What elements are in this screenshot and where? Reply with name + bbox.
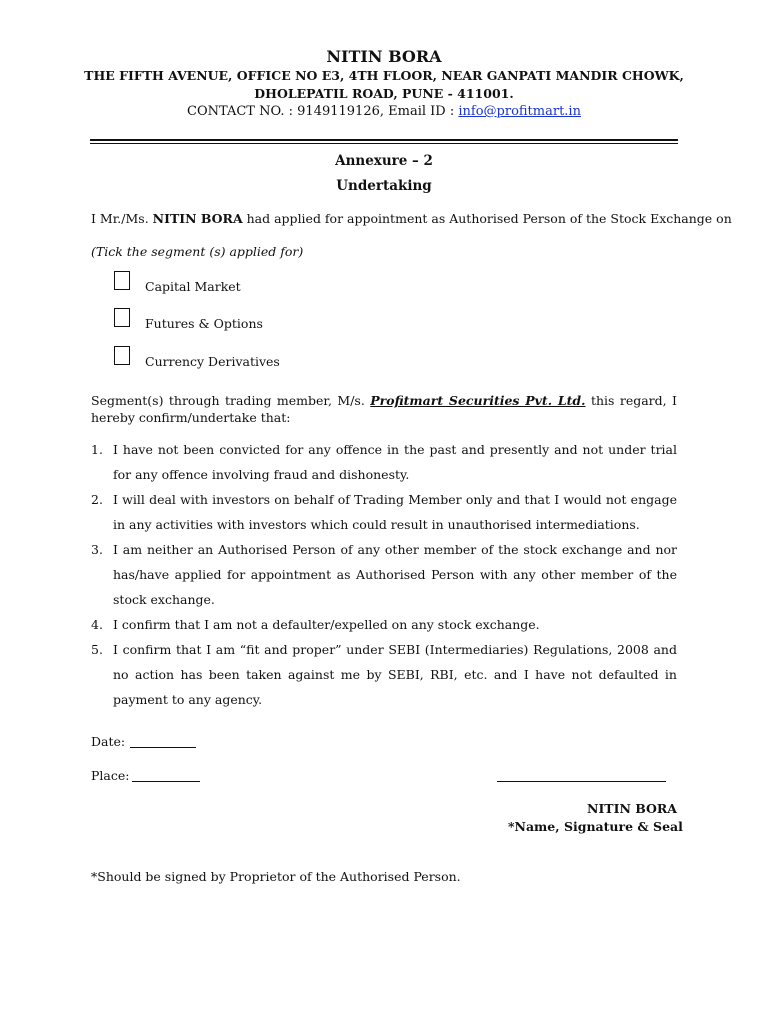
contact-number: CONTACT NO. : 9149119126, Email ID : — [187, 104, 459, 119]
list-item-1: I have not been convicted for any offence in the past and presently and not under trial for any offence involving fraud and dishonesty. — [113, 442, 677, 482]
signature-line[interactable] — [497, 780, 666, 782]
checkbox-futures-options[interactable] — [114, 308, 130, 327]
annexure-heading: Annexure – 2 — [335, 153, 433, 169]
applicant-name: NITIN BORA — [152, 211, 243, 226]
date-label: Date: — [91, 734, 126, 749]
company-name: NITIN BORA — [326, 47, 442, 66]
list-number-4: 4. — [91, 617, 103, 632]
address-line-2: DHOLEPATIL ROAD, PUNE - 411001. — [254, 86, 514, 101]
header-divider-thick — [90, 139, 678, 141]
intro-sentence — [91, 211, 732, 226]
segment-paragraph-prefix: Segment(s) through trading member, M/s. — [91, 393, 371, 408]
intro-prefix: I Mr./Ms. — [91, 211, 153, 226]
header-divider-thin — [90, 143, 678, 144]
segment-label-futures-options: Futures & Options — [145, 316, 263, 331]
segment-paragraph-suffix: this regard, I hereby confirm/undertake that: — [91, 393, 677, 425]
list-item-4: I confirm that I am not a defaulter/expelled on any stock exchange. — [113, 617, 540, 632]
list-number-2: 2. — [91, 492, 103, 507]
checkbox-currency-derivatives[interactable] — [114, 346, 130, 365]
trading-member-name: Profitmart Securities Pvt. Ltd. — [370, 393, 586, 408]
list-item-2: I will deal with investors on behalf of Trading Member only and that I would not engage in any activities with investors which could result in unauthorised intermediations. — [113, 492, 677, 532]
address-line-1: THE FIFTH AVENUE, OFFICE NO E3, 4TH FLOOR, NEAR GANPATI MANDIR CHOWK, — [84, 68, 684, 83]
list-number-1: 1. — [91, 442, 103, 457]
signature-caption: *Name, Signature & Seal — [508, 819, 683, 834]
list-item-5: I confirm that I am “fit and proper” under SEBI (Intermediaries) Regulations, 2008 and no action has been taken against me by SEBI, RBI, etc. and I have not defaulted in payment to any agency. — [113, 642, 677, 707]
undertaking-heading: Undertaking — [336, 178, 432, 194]
place-label: Place: — [91, 768, 130, 783]
segment-label-currency-derivatives: Currency Derivatives — [145, 354, 280, 369]
list-number-5: 5. — [91, 642, 103, 657]
contact-line — [0, 104, 768, 119]
list-number-3: 3. — [91, 542, 103, 557]
place-field-line[interactable] — [132, 780, 200, 782]
checkbox-capital-market[interactable] — [114, 271, 130, 290]
footnote: *Should be signed by Proprietor of the Authorised Person. — [91, 869, 461, 884]
list-item-3: I am neither an Authorised Person of any other member of the stock exchange and nor has/have applied for appointment as Authorised Person with any other member of the stock exchange. — [113, 542, 677, 607]
signer-name: NITIN BORA — [587, 801, 677, 816]
segment-paragraph — [91, 392, 677, 426]
email-link[interactable]: info@profitmart.in — [458, 104, 581, 119]
date-field-line[interactable] — [130, 746, 196, 748]
intro-suffix: had applied for appointment as Authorised Person of the Stock Exchange on — [242, 211, 732, 226]
segment-label-capital-market: Capital Market — [145, 279, 241, 294]
tick-instruction: (Tick the segment (s) applied for) — [91, 244, 304, 259]
